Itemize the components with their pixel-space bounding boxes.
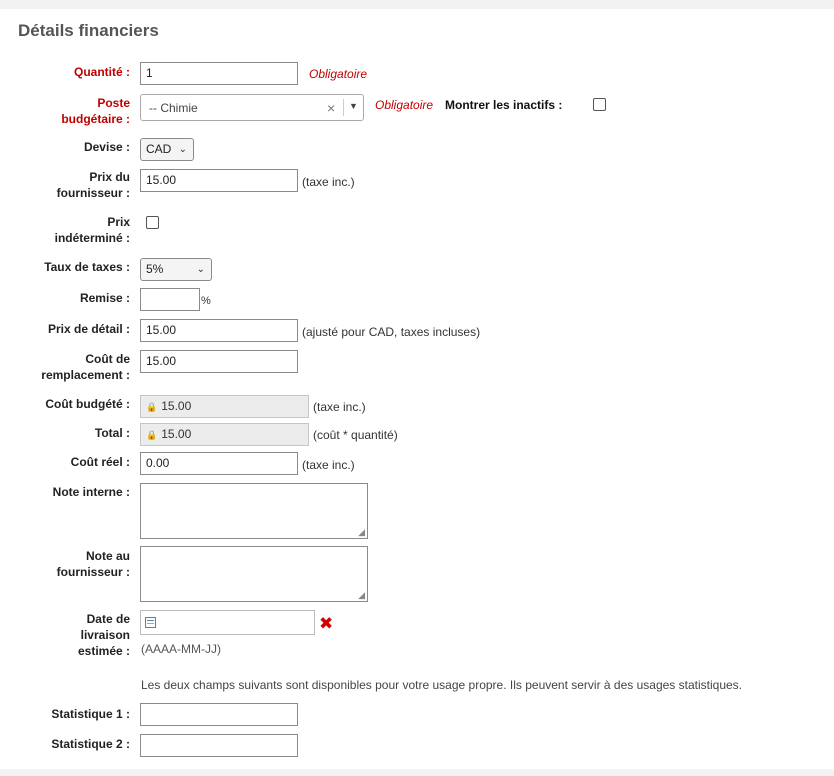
undetermined-price-label	[55, 214, 130, 246]
retail-price-input[interactable]: 15.00	[140, 319, 298, 342]
tax-rate-label: Taux de taxes :	[44, 260, 130, 274]
actual-cost-suffix: (taxe inc.)	[302, 458, 355, 472]
currency-label: Devise :	[83, 140, 130, 154]
budget-line-value: -- Chimie	[149, 101, 198, 115]
budget-line-label	[61, 95, 130, 127]
actual-cost-input[interactable]: 0.00	[140, 452, 298, 475]
discount-label: Remise :	[79, 291, 130, 305]
budgeted-cost-field	[140, 395, 309, 418]
statistic-2-label: Statistique 2 :	[51, 737, 130, 751]
internal-note-label: Note interne :	[52, 485, 130, 499]
currency-select[interactable]	[140, 138, 194, 161]
delivery-date-label	[78, 611, 130, 659]
currency-value: CAD	[146, 142, 172, 156]
tax-rate-value: 5%	[146, 262, 164, 276]
total-value: 15.00	[161, 427, 192, 441]
supplier-note-textarea[interactable]	[140, 546, 368, 602]
clear-date-icon[interactable]: ✖	[319, 614, 334, 633]
discount-percent-sign: %	[201, 295, 211, 307]
section-title: Détails financiers	[18, 21, 159, 40]
total-field	[140, 423, 309, 446]
retail-price-suffix: (ajusté pour CAD, taxes incluses)	[302, 325, 481, 339]
tax-rate-select[interactable]	[140, 258, 212, 281]
delivery-date-label-line3: estimée :	[77, 644, 130, 658]
clear-selection-icon[interactable]: ×	[327, 100, 336, 116]
calendar-icon[interactable]	[145, 617, 156, 628]
delivery-date-input[interactable]	[140, 610, 315, 635]
supplier-price-label-line1: Prix du	[89, 170, 130, 184]
budgeted-cost-value: 15.00	[161, 399, 192, 413]
supplier-price-input[interactable]: 15.00	[140, 169, 298, 192]
supplier-note-label	[57, 548, 130, 580]
quantity-required-note: Obligatoire	[309, 67, 368, 81]
dropdown-caret-icon[interactable]: ▼	[349, 101, 358, 111]
combo-separator	[343, 99, 344, 116]
supplier-price-label	[57, 169, 130, 201]
replacement-cost-label-line1: Coût de	[85, 352, 130, 366]
internal-note-textarea[interactable]	[140, 483, 368, 539]
budget-line-select[interactable]	[140, 94, 364, 121]
statistic-1-label: Statistique 1 :	[51, 707, 130, 721]
date-format-hint: (AAAA-MM-JJ)	[141, 642, 221, 656]
supplier-note-label-line1: Note au	[85, 549, 130, 563]
supplier-price-suffix: (taxe inc.)	[302, 175, 355, 189]
actual-cost-label: Coût réel :	[70, 455, 130, 469]
show-inactive-checkbox[interactable]	[593, 98, 606, 111]
resize-grip-icon[interactable]: ◢	[358, 527, 365, 537]
statistics-info-text: Les deux champs suivants sont disponibles pour votre usage propre. Ils peuvent servir à des usages statistiques.	[141, 678, 743, 692]
total-label: Total :	[94, 426, 130, 440]
budget-line-required-note: Obligatoire	[375, 98, 434, 112]
budget-line-label-line1: Poste	[97, 96, 130, 110]
budgeted-cost-label: Coût budgété :	[45, 397, 130, 411]
supplier-note-label-line2: fournisseur :	[56, 565, 130, 579]
replacement-cost-label	[41, 351, 130, 383]
undetermined-price-checkbox[interactable]	[146, 216, 159, 229]
lock-icon: 🔒	[146, 402, 158, 412]
budgeted-cost-suffix: (taxe inc.)	[313, 400, 366, 414]
chevron-down-icon: ⌄	[196, 264, 205, 275]
statistic-1-input[interactable]	[140, 703, 298, 726]
show-inactive-label: Montrer les inactifs :	[445, 98, 563, 112]
replacement-cost-label-line2: remplacement :	[41, 368, 130, 382]
quantity-label: Quantité :	[74, 65, 130, 79]
delivery-date-label-line2: livraison	[80, 628, 130, 642]
resize-grip-icon[interactable]: ◢	[358, 590, 365, 600]
undetermined-price-label-line2: indéterminé :	[54, 231, 130, 245]
budget-line-label-line2: budgétaire :	[61, 112, 130, 126]
supplier-price-label-line2: fournisseur :	[56, 186, 130, 200]
chevron-down-icon: ⌄	[178, 144, 187, 155]
retail-price-label: Prix de détail :	[47, 322, 130, 336]
statistic-2-input[interactable]	[140, 734, 298, 757]
delivery-date-label-line1: Date de	[86, 612, 130, 626]
lock-icon: 🔒	[146, 430, 158, 440]
replacement-cost-input[interactable]: 15.00	[140, 350, 298, 373]
undetermined-price-label-line1: Prix	[107, 215, 130, 229]
quantity-input[interactable]: 1	[140, 62, 298, 85]
total-suffix: (coût * quantité)	[313, 428, 398, 442]
discount-input[interactable]	[140, 288, 200, 311]
